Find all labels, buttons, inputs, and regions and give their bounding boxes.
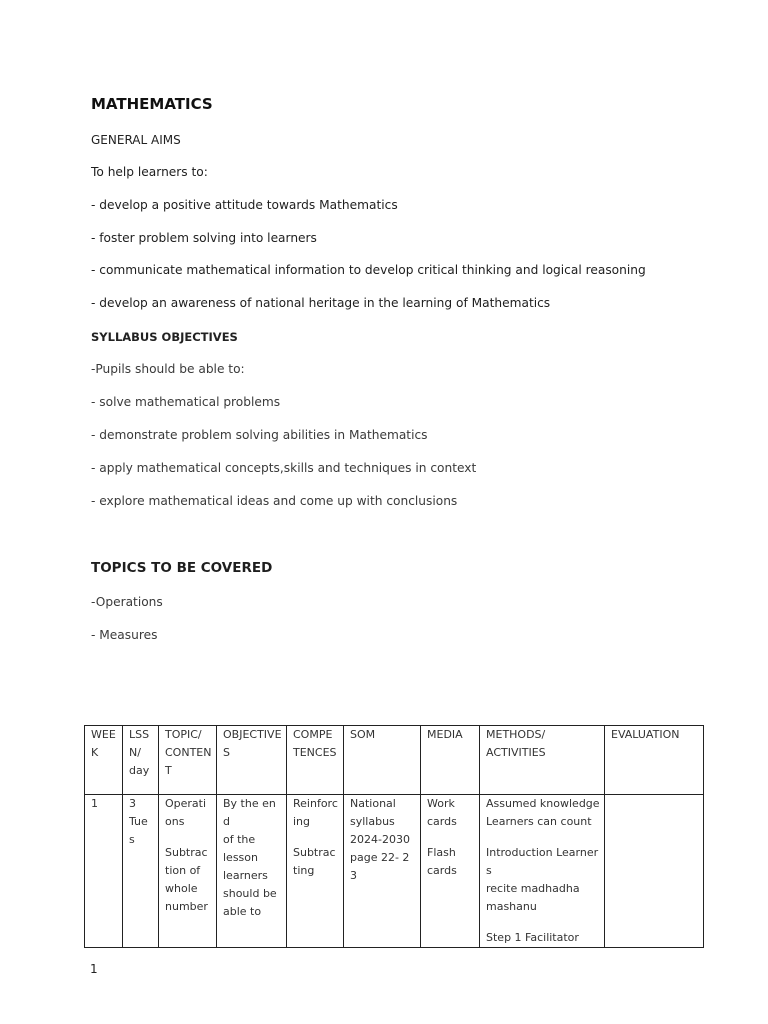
- document-title: MATHEMATICS: [91, 95, 213, 113]
- cell-line: Operati: [165, 797, 207, 810]
- cell-competences: [287, 795, 344, 948]
- syllabus-objectives-heading: SYLLABUS OBJECTIVES: [91, 330, 238, 344]
- topic-item: -Operations: [91, 595, 163, 609]
- header-lesson-day: LSS N/ day: [123, 726, 159, 795]
- cell-methods: [480, 795, 605, 948]
- cell-topic: [159, 795, 217, 948]
- cell-line: [293, 831, 339, 844]
- cell-media: [421, 795, 480, 948]
- general-aims-heading: GENERAL AIMS: [91, 133, 181, 147]
- cell-line: syllabus: [350, 815, 395, 828]
- header-topic: TOPIC/ CONTEN T: [159, 726, 217, 795]
- header-evaluation: EVALUATION: [605, 726, 704, 795]
- cell-line: ons: [165, 815, 185, 828]
- header-media: MEDIA: [421, 726, 480, 795]
- general-aim-item: - develop an awareness of national heritage in the learning of Mathematics: [91, 296, 551, 310]
- cell-line: of the: [223, 833, 256, 846]
- cell-line: [165, 831, 212, 844]
- cell-line: Reinforc: [293, 797, 338, 810]
- cell-line: s: [129, 833, 135, 846]
- header-objectives: OBJECTIVE S: [217, 726, 287, 795]
- syllabus-objective-item: - apply mathematical concepts,skills and techniques in context: [91, 461, 477, 475]
- cell-line: lesson: [223, 851, 258, 864]
- cell-line: recite madhadha: [486, 882, 580, 895]
- cell-line: By the end: [223, 797, 276, 828]
- cell-objectives: [217, 795, 287, 948]
- cell-line: ing: [293, 815, 311, 828]
- topic-item: - Measures: [91, 628, 158, 642]
- cell-line: [486, 916, 600, 929]
- table-header-row: [85, 726, 704, 795]
- cell-line: learners: [223, 869, 268, 882]
- cell-line: 2024-2030: [350, 833, 410, 846]
- cell-lesson-day: [123, 795, 159, 948]
- general-aim-item: - develop a positive attitude towards Mathematics: [91, 198, 398, 212]
- cell-line: tion of: [165, 864, 201, 877]
- cell-line: Introduction Learners: [486, 846, 599, 877]
- cell-line: Flash: [427, 846, 456, 859]
- cell-line: mashanu: [486, 900, 537, 913]
- lesson-plan-table: [84, 725, 704, 948]
- cell-line: National: [350, 797, 396, 810]
- header-competences: COMPE TENCES: [287, 726, 344, 795]
- cell-line: cards: [427, 864, 457, 877]
- cell-line: number: [165, 900, 208, 913]
- cell-line: Assumed knowledge: [486, 797, 600, 810]
- header-methods: METHODS/ ACTIVITIES: [480, 726, 605, 795]
- cell-line: Step 1 Facilitator: [486, 931, 579, 944]
- cell-line: Tue: [129, 815, 148, 828]
- cell-line: page 22- 23: [350, 851, 410, 882]
- cell-som: [344, 795, 421, 948]
- page-number: 1: [90, 962, 98, 976]
- syllabus-objective-item: - solve mathematical problems: [91, 395, 281, 409]
- cell-line: ting: [293, 864, 315, 877]
- cell-line: Work: [427, 797, 455, 810]
- cell-line: [486, 831, 600, 844]
- general-aim-item: - communicate mathematical information to develop critical thinking and logical reasoning: [91, 263, 646, 277]
- cell-line: able to: [223, 905, 262, 918]
- cell-line: cards: [427, 815, 457, 828]
- topics-heading: TOPICS TO BE COVERED: [91, 560, 273, 576]
- general-aim-item: - foster problem solving into learners: [91, 231, 317, 245]
- cell-line: whole: [165, 882, 198, 895]
- syllabus-objectives-intro: -Pupils should be able to:: [91, 362, 245, 376]
- table-row: [85, 795, 704, 948]
- cell-line: [427, 831, 475, 844]
- header-som: SOM: [344, 726, 421, 795]
- cell-week: 1: [85, 795, 123, 948]
- syllabus-objective-item: - demonstrate problem solving abilities in Mathematics: [91, 428, 428, 442]
- syllabus-objective-item: - explore mathematical ideas and come up with conclusions: [91, 494, 458, 508]
- cell-line: 3: [129, 797, 136, 810]
- header-week: WEE K: [85, 726, 123, 795]
- cell-evaluation: [605, 795, 704, 948]
- cell-line: Learners can count: [486, 815, 592, 828]
- cell-line: Subtrac: [293, 846, 336, 859]
- general-aims-intro: To help learners to:: [91, 165, 208, 179]
- cell-line: Subtrac: [165, 846, 208, 859]
- cell-line: should be: [223, 887, 277, 900]
